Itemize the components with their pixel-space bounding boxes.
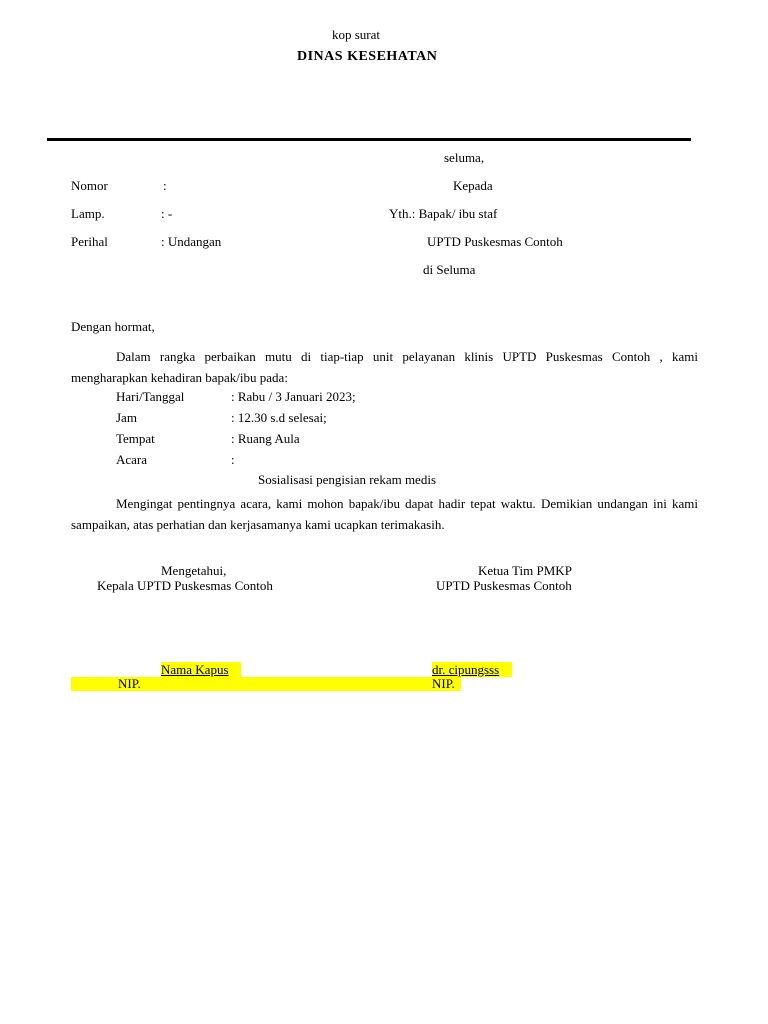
closing-paragraph: Mengingat pentingnya acara, kami mohon bapak/ibu dapat hadir tepat waktu. Demikian undangan ini kami sampaikan, atas perhatian dan kerjasamanya kami ucapkan terimakasih. [71,496,698,532]
lamp-value: : - [161,206,173,221]
kop-surat-label: kop surat [332,27,381,42]
intro-paragraph: Dalam rangka perbaikan mutu di tiap-tiap unit pelayanan klinis UPTD Puskesmas Contoh , kami mengharapkan kehadiran bapak/ibu pada: [71,349,698,385]
sig-left-line2: Kepala UPTD Puskesmas Contoh [97,578,273,593]
detail-label-place: Tempat [116,431,155,446]
detail-label-event: Acara [116,452,148,467]
recipient-location: di Seluma [423,262,476,277]
sig-right-line1: Ketua Tim PMKP [478,563,572,578]
sig-right-line2: UPTD Puskesmas Contoh [436,578,572,593]
event-description: Sosialisasi pengisian rekam medis [258,472,437,487]
detail-value-time: : 12.30 s.d selesai; [231,410,327,425]
greeting: Dengan hormat, [71,319,155,334]
nomor-separator: : [163,178,167,193]
detail-label-time: Jam [116,410,137,425]
sig-right-name: dr. cipungsss [432,662,500,677]
recipient-yth: Yth.: Bapak/ ibu staf [389,206,498,221]
detail-value-event-sep: : [231,452,235,467]
lamp-label: Lamp. [71,206,105,221]
recipient-unit: UPTD Puskesmas Contoh [427,234,563,249]
nomor-label: Nomor [71,178,108,193]
recipient-kepada: Kepada [453,178,493,193]
perihal-value: : Undangan [161,234,222,249]
agency-title: DINAS KESEHATAN [297,49,438,64]
perihal-label: Perihal [71,234,108,249]
detail-value-date: : Rabu / 3 Januari 2023; [231,389,356,404]
letterhead-divider [47,138,691,141]
sig-left-name: Nama Kapus [161,662,229,677]
sig-left-line1: Mengetahui, [161,563,227,578]
sig-left-nip: NIP. [118,676,141,691]
place-date: seluma, [444,150,485,165]
sig-right-nip: NIP. [432,676,455,691]
detail-label-date: Hari/Tanggal [116,389,185,404]
detail-value-place: : Ruang Aula [231,431,300,446]
